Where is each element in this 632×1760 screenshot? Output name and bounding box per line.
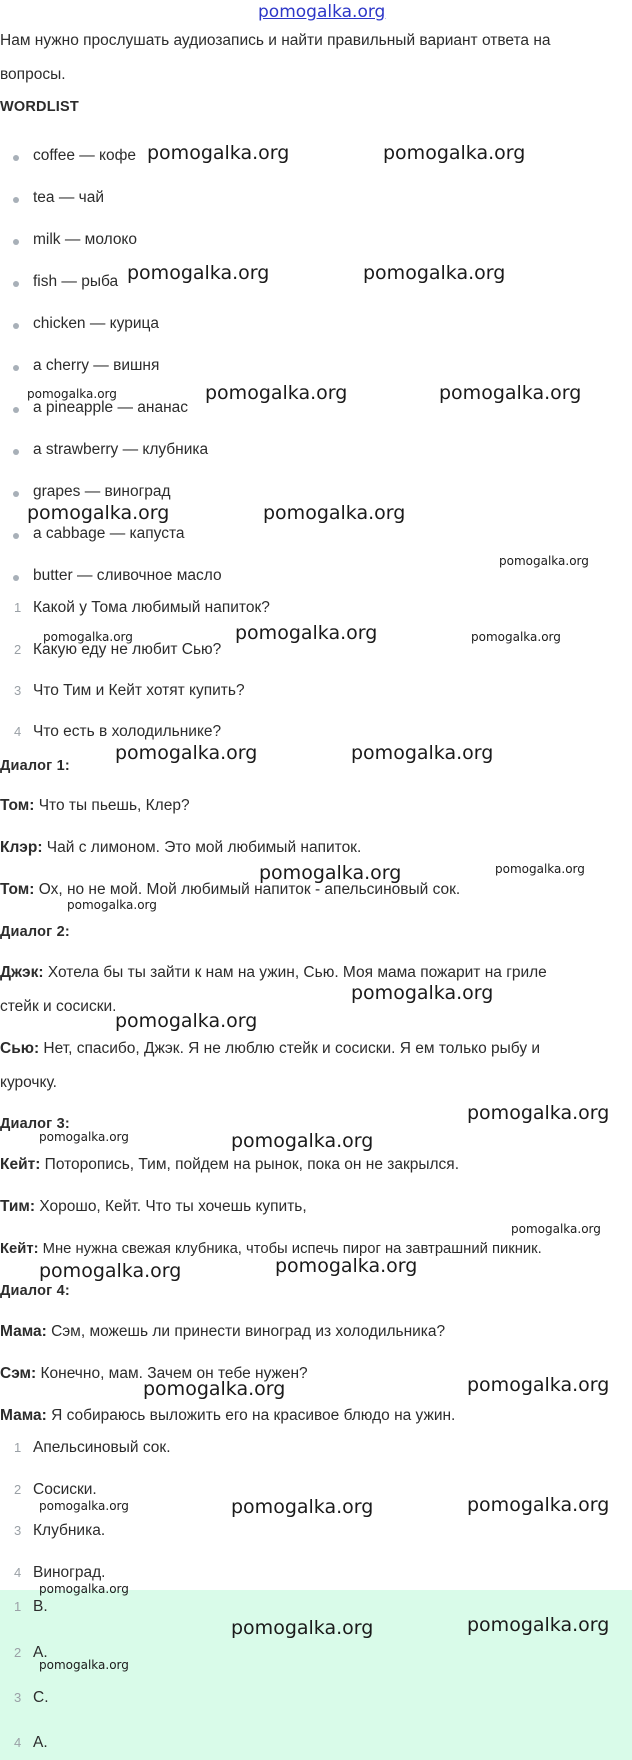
watermark: pomogalka.org bbox=[467, 1374, 610, 1396]
bullet-icon bbox=[13, 533, 19, 539]
watermark: pomogalka.org bbox=[231, 1617, 374, 1639]
watermark: pomogalka.org bbox=[467, 1494, 610, 1516]
speech: Конечно, мам. Зачем он тебе нужен? bbox=[36, 1365, 308, 1382]
answer-number: 2 bbox=[14, 1645, 22, 1660]
question-number: 4 bbox=[14, 724, 22, 739]
dialog-3-title: Диалог 3: bbox=[0, 1116, 70, 1132]
watermark: pomogalka.org bbox=[115, 742, 258, 764]
speaker: Джэк: bbox=[0, 964, 44, 981]
answer-letter: A. bbox=[33, 1734, 48, 1751]
watermark: pomogalka.org bbox=[39, 1260, 182, 1282]
watermark: pomogalka.org bbox=[143, 1378, 286, 1400]
answer-text: Клубника. bbox=[33, 1522, 106, 1539]
list-item: coffee — кофе bbox=[33, 147, 137, 164]
list-item: fish — рыба bbox=[33, 273, 119, 290]
watermark: pomogalka.org bbox=[467, 1614, 610, 1636]
watermark: pomogalka.org bbox=[467, 1102, 610, 1124]
list-item: grapes — виноград bbox=[33, 483, 171, 500]
watermark: pomogalka.org bbox=[235, 622, 378, 644]
speaker: Сью: bbox=[0, 1040, 40, 1057]
speech: Ох, но не мой. Мой любимый напиток - апельсиновый сок. bbox=[34, 881, 461, 898]
speech: Нет, спасибо, Джэк. Я не люблю стейк и сосиски. Я ем только рыбу и bbox=[39, 1040, 541, 1057]
watermark: pomogalka.org bbox=[351, 742, 494, 764]
question-text: Какую еду не любит Сью? bbox=[33, 641, 222, 658]
speech: Я собираюсь выложить его на красивое блюдо на ужин. bbox=[46, 1407, 456, 1424]
bullet-icon bbox=[13, 365, 19, 371]
bullet-icon bbox=[13, 449, 19, 455]
bullet-icon bbox=[13, 239, 19, 245]
speech: Мне нужна свежая клубника, чтобы испечь пирог на завтрашний пикник. bbox=[38, 1241, 542, 1257]
speaker: Кейт: bbox=[0, 1241, 39, 1257]
list-item: a strawberry — клубника bbox=[33, 441, 209, 458]
dialog-line bbox=[0, 880, 460, 900]
speaker: Мама: bbox=[0, 1407, 47, 1424]
watermark: pomogalka.org bbox=[27, 387, 117, 401]
watermark: pomogalka.org bbox=[231, 1496, 374, 1518]
dialog-line bbox=[0, 1406, 455, 1426]
bullet-icon bbox=[13, 407, 19, 413]
list-item: chicken — курица bbox=[33, 315, 159, 332]
watermark: pomogalka.org bbox=[511, 1222, 601, 1236]
intro-line-1: Нам нужно прослушать аудиозапись и найти правильный вариант ответа на bbox=[0, 32, 551, 49]
bullet-icon bbox=[13, 197, 19, 203]
list-item: a pineapple — ананас bbox=[33, 399, 188, 416]
wordlist-heading: WORDLIST bbox=[0, 99, 79, 115]
watermark: pomogalka.org bbox=[205, 382, 348, 404]
dialog-line bbox=[0, 1039, 540, 1059]
answer-number: 3 bbox=[14, 1690, 22, 1705]
answer-number: 1 bbox=[14, 1440, 22, 1455]
intro-line-2: вопросы. bbox=[0, 66, 66, 83]
watermark: pomogalka.org bbox=[115, 1010, 258, 1032]
watermark: pomogalka.org bbox=[471, 630, 561, 644]
dialog-line-cont: курочку. bbox=[0, 1074, 57, 1091]
answer-text: Апельсиновый сок. bbox=[33, 1439, 171, 1456]
watermark: pomogalka.org bbox=[127, 262, 270, 284]
answer-number: 4 bbox=[14, 1735, 22, 1750]
answers-panel bbox=[0, 1590, 632, 1760]
answer-letter: C. bbox=[33, 1689, 49, 1706]
watermark: pomogalka.org bbox=[67, 898, 157, 912]
list-item: a cabbage — капуста bbox=[33, 525, 185, 542]
dialog-line bbox=[0, 1155, 459, 1175]
dialog-2-title: Диалог 2: bbox=[0, 924, 70, 940]
speaker: Том: bbox=[0, 797, 35, 814]
speaker: Сэм: bbox=[0, 1365, 37, 1382]
watermark: pomogalka.org bbox=[39, 1130, 129, 1144]
answer-letter: B. bbox=[33, 1598, 48, 1615]
watermark: pomogalka.org bbox=[351, 982, 494, 1004]
dialog-line bbox=[0, 796, 190, 816]
answer-text: Виноград. bbox=[33, 1564, 106, 1581]
site-link[interactable]: pomogalka.org bbox=[258, 2, 386, 22]
answer-number: 4 bbox=[14, 1565, 22, 1580]
dialog-line bbox=[0, 1197, 307, 1217]
watermark: pomogalka.org bbox=[275, 1255, 418, 1277]
bullet-icon bbox=[13, 491, 19, 497]
bullet-icon bbox=[13, 323, 19, 329]
list-item: tea — чай bbox=[33, 189, 105, 206]
watermark: pomogalka.org bbox=[39, 1499, 129, 1513]
watermark: pomogalka.org bbox=[147, 142, 290, 164]
dialog-line bbox=[0, 1322, 445, 1342]
list-item: butter — сливочное масло bbox=[33, 567, 222, 584]
speaker: Мама: bbox=[0, 1323, 47, 1340]
watermark: pomogalka.org bbox=[27, 502, 170, 524]
watermark: pomogalka.org bbox=[39, 1582, 129, 1596]
bullet-icon bbox=[13, 575, 19, 581]
speaker: Тим: bbox=[0, 1198, 36, 1215]
answer-number: 2 bbox=[14, 1482, 22, 1497]
list-item: a cherry — вишня bbox=[33, 357, 160, 374]
dialog-1-title: Диалог 1: bbox=[0, 758, 70, 774]
question-number: 1 bbox=[14, 600, 22, 615]
speech: Сэм, можешь ли принести виноград из холодильника? bbox=[46, 1323, 446, 1340]
question-text: Какой у Тома любимый напиток? bbox=[33, 599, 270, 616]
speaker: Клэр: bbox=[0, 839, 43, 856]
watermark: pomogalka.org bbox=[363, 262, 506, 284]
speaker: Том: bbox=[0, 881, 35, 898]
watermark: pomogalka.org bbox=[439, 382, 582, 404]
answer-letter: A. bbox=[33, 1644, 48, 1661]
watermark: pomogalka.org bbox=[43, 630, 133, 644]
watermark: pomogalka.org bbox=[499, 554, 589, 568]
speech: Чай с лимоном. Это мой любимый напиток. bbox=[42, 839, 362, 856]
dialog-line bbox=[0, 1364, 308, 1384]
watermark: pomogalka.org bbox=[259, 862, 402, 884]
answer-number: 3 bbox=[14, 1523, 22, 1538]
watermark: pomogalka.org bbox=[263, 502, 406, 524]
watermark: pomogalka.org bbox=[495, 862, 585, 876]
bullet-icon bbox=[13, 281, 19, 287]
watermark: pomogalka.org bbox=[383, 142, 526, 164]
speech: Что ты пьешь, Клер? bbox=[34, 797, 190, 814]
speech: Хорошо, Кейт. Что ты хочешь купить, bbox=[35, 1198, 307, 1215]
dialog-line bbox=[0, 1239, 542, 1259]
answer-text: Сосиски. bbox=[33, 1481, 97, 1498]
dialog-4-title: Диалог 4: bbox=[0, 1283, 70, 1299]
dialog-line bbox=[0, 838, 361, 858]
speech: Хотела бы ты зайти к нам на ужин, Сью. Моя мама пожарит на гриле bbox=[43, 964, 547, 981]
speech: Поторопись, Тим, пойдем на рынок, пока он не закрылся. bbox=[40, 1156, 460, 1173]
bullet-icon bbox=[13, 155, 19, 161]
question-number: 3 bbox=[14, 683, 22, 698]
dialog-line bbox=[0, 963, 547, 983]
question-text: Что есть в холодильнике? bbox=[33, 723, 222, 740]
watermark: pomogalka.org bbox=[231, 1130, 374, 1152]
list-item: milk — молоко bbox=[33, 231, 138, 248]
watermark: pomogalka.org bbox=[39, 1658, 129, 1672]
speaker: Кейт: bbox=[0, 1156, 41, 1173]
dialog-line-cont: стейк и сосиски. bbox=[0, 998, 117, 1015]
question-text: Что Тим и Кейт хотят купить? bbox=[33, 682, 245, 699]
answer-number: 1 bbox=[14, 1599, 22, 1614]
question-number: 2 bbox=[14, 642, 22, 657]
